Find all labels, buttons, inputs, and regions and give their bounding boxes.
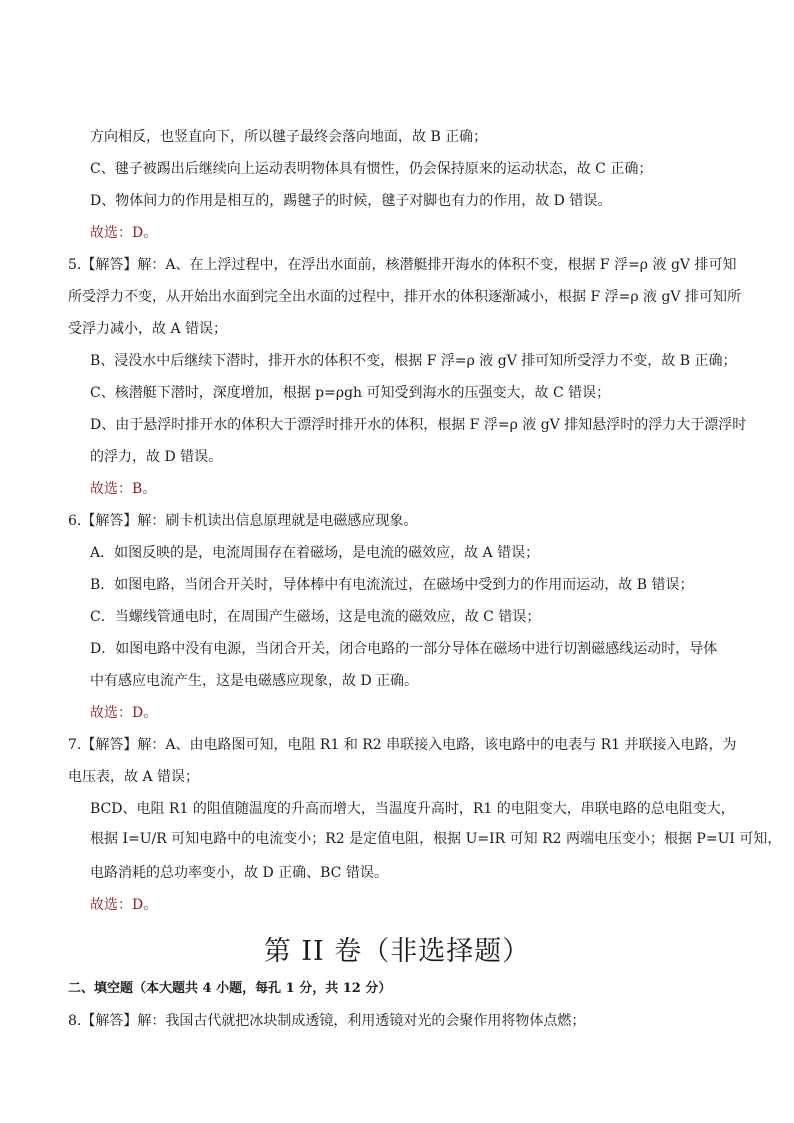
q7-tag: 【解答】 <box>81 737 138 753</box>
part-two-title: 第 II 卷（非选择题） <box>263 936 531 967</box>
q5-line-3: 受浮力减小，故 A 错误； <box>68 321 228 337</box>
q4-line-2: C、毽子被踢出后继续向上运动表明物体具有惯性，仍会保持原来的运动状态，故 C 正确； <box>90 161 653 177</box>
q4-line-1: 方向相反，也竖直向下，所以毽子最终会落向地面，故 B 正确； <box>90 129 488 145</box>
q7-line-3: BCD、电阻 R1 的阻值随温度的升高而增大，当温度升高时，R1 的电阻变大，串联电路的总电阻变大， <box>90 801 735 817</box>
q5-line-7: 的浮力，故 D 错误。 <box>90 449 223 465</box>
q7-line-2: 电压表，故 A 错误； <box>68 769 200 785</box>
q6-line-5: D．如图电路中没有电源，当闭合开关，闭合电路的一部分导体在磁场中进行切割磁感线运动时，导体 <box>90 641 718 657</box>
q8-number: 8. <box>68 1013 82 1029</box>
fill-blank-section-heading: 二、填空题（本大题共 4 小题，每孔 1 分，共 12 分） <box>68 981 392 996</box>
q6-line-3: B．如图电路，当闭合开关时，导体棒中有电流流过，在磁场中受到力的作用而运动，故 B 错误； <box>90 577 694 593</box>
q6-line-2: A．如图反映的是，电流周围存在着磁场，是电流的磁效应，故 A 错误； <box>90 545 540 561</box>
q5-line-2: 所受浮力不变，从开始出水面到完全出水面的过程中，排开水的体积逐渐减小，根据 F 浮=ρ 液 gV 排可知所 <box>68 289 741 305</box>
q8-line-1 <box>68 1012 585 1030</box>
q7-number: 7. <box>68 737 82 753</box>
q6-line-4: C．当螺线管通电时，在周围产生磁场，这是电流的磁效应，故 C 错误； <box>90 609 541 625</box>
q5-line-4: B、浸没水中后继续下潜时，排开水的体积不变，根据 F 浮=ρ 液 gV 排可知所受浮力不变，故 B 正确； <box>90 353 737 369</box>
q7-line-1 <box>68 736 737 754</box>
q5-answer: 故选：B。 <box>90 481 157 497</box>
q7-line-4: 根据 I=U/R 可知电路中的电流变小；R2 是定值电阻，根据 U=IR 可知 R2 两端电压变小；根据 P=UI 可知， <box>90 831 782 847</box>
q7-line-5: 电路消耗的总功率变小，故 D 正确、BC 错误。 <box>90 865 388 881</box>
q4-answer: 故选：D。 <box>90 225 158 241</box>
q6-tag: 【解答】 <box>81 513 138 529</box>
q5-line-5: C、核潜艇下潜时，深度增加，根据 p=ρgh 可知受到海水的压强变大，故 C 错误； <box>90 385 611 401</box>
q7-text-1: 解：A、由电路图可知，电阻 R1 和 R2 串联接入电路，该电路中的电表与 R1 并联接入电路，为 <box>137 737 737 753</box>
q5-tag: 【解答】 <box>81 257 138 273</box>
q6-line-1 <box>68 512 417 530</box>
q5-text-1: 解：A、在上浮过程中，在浮出水面前，核潜艇排开海水的体积不变，根据 F 浮=ρ 液 gV 排可知 <box>137 257 737 273</box>
q5-number: 5. <box>68 257 82 273</box>
q6-answer: 故选：D。 <box>90 705 158 721</box>
q5-line-6: D、由于悬浮时排开水的体积大于漂浮时排开水的体积，根据 F 浮=ρ 液 gV 排知悬浮时的浮力大于漂浮时 <box>90 417 747 433</box>
q8-text-1: 解：我国古代就把冰块制成透镜，利用透镜对光的会聚作用将物体点燃； <box>137 1013 586 1029</box>
q6-text-1: 解：刷卡机读出信息原理就是电磁感应现象。 <box>137 513 418 529</box>
q8-tag: 【解答】 <box>81 1013 138 1029</box>
q7-answer: 故选：D。 <box>90 897 158 913</box>
q4-line-3: D、物体间力的作用是相互的，踢毽子的时候，毽子对脚也有力的作用，故 D 错误。 <box>90 193 612 209</box>
q6-number: 6. <box>68 513 82 529</box>
q5-line-1 <box>68 256 736 274</box>
q6-line-6: 中有感应电流产生，这是电磁感应现象，故 D 正确。 <box>90 673 419 689</box>
